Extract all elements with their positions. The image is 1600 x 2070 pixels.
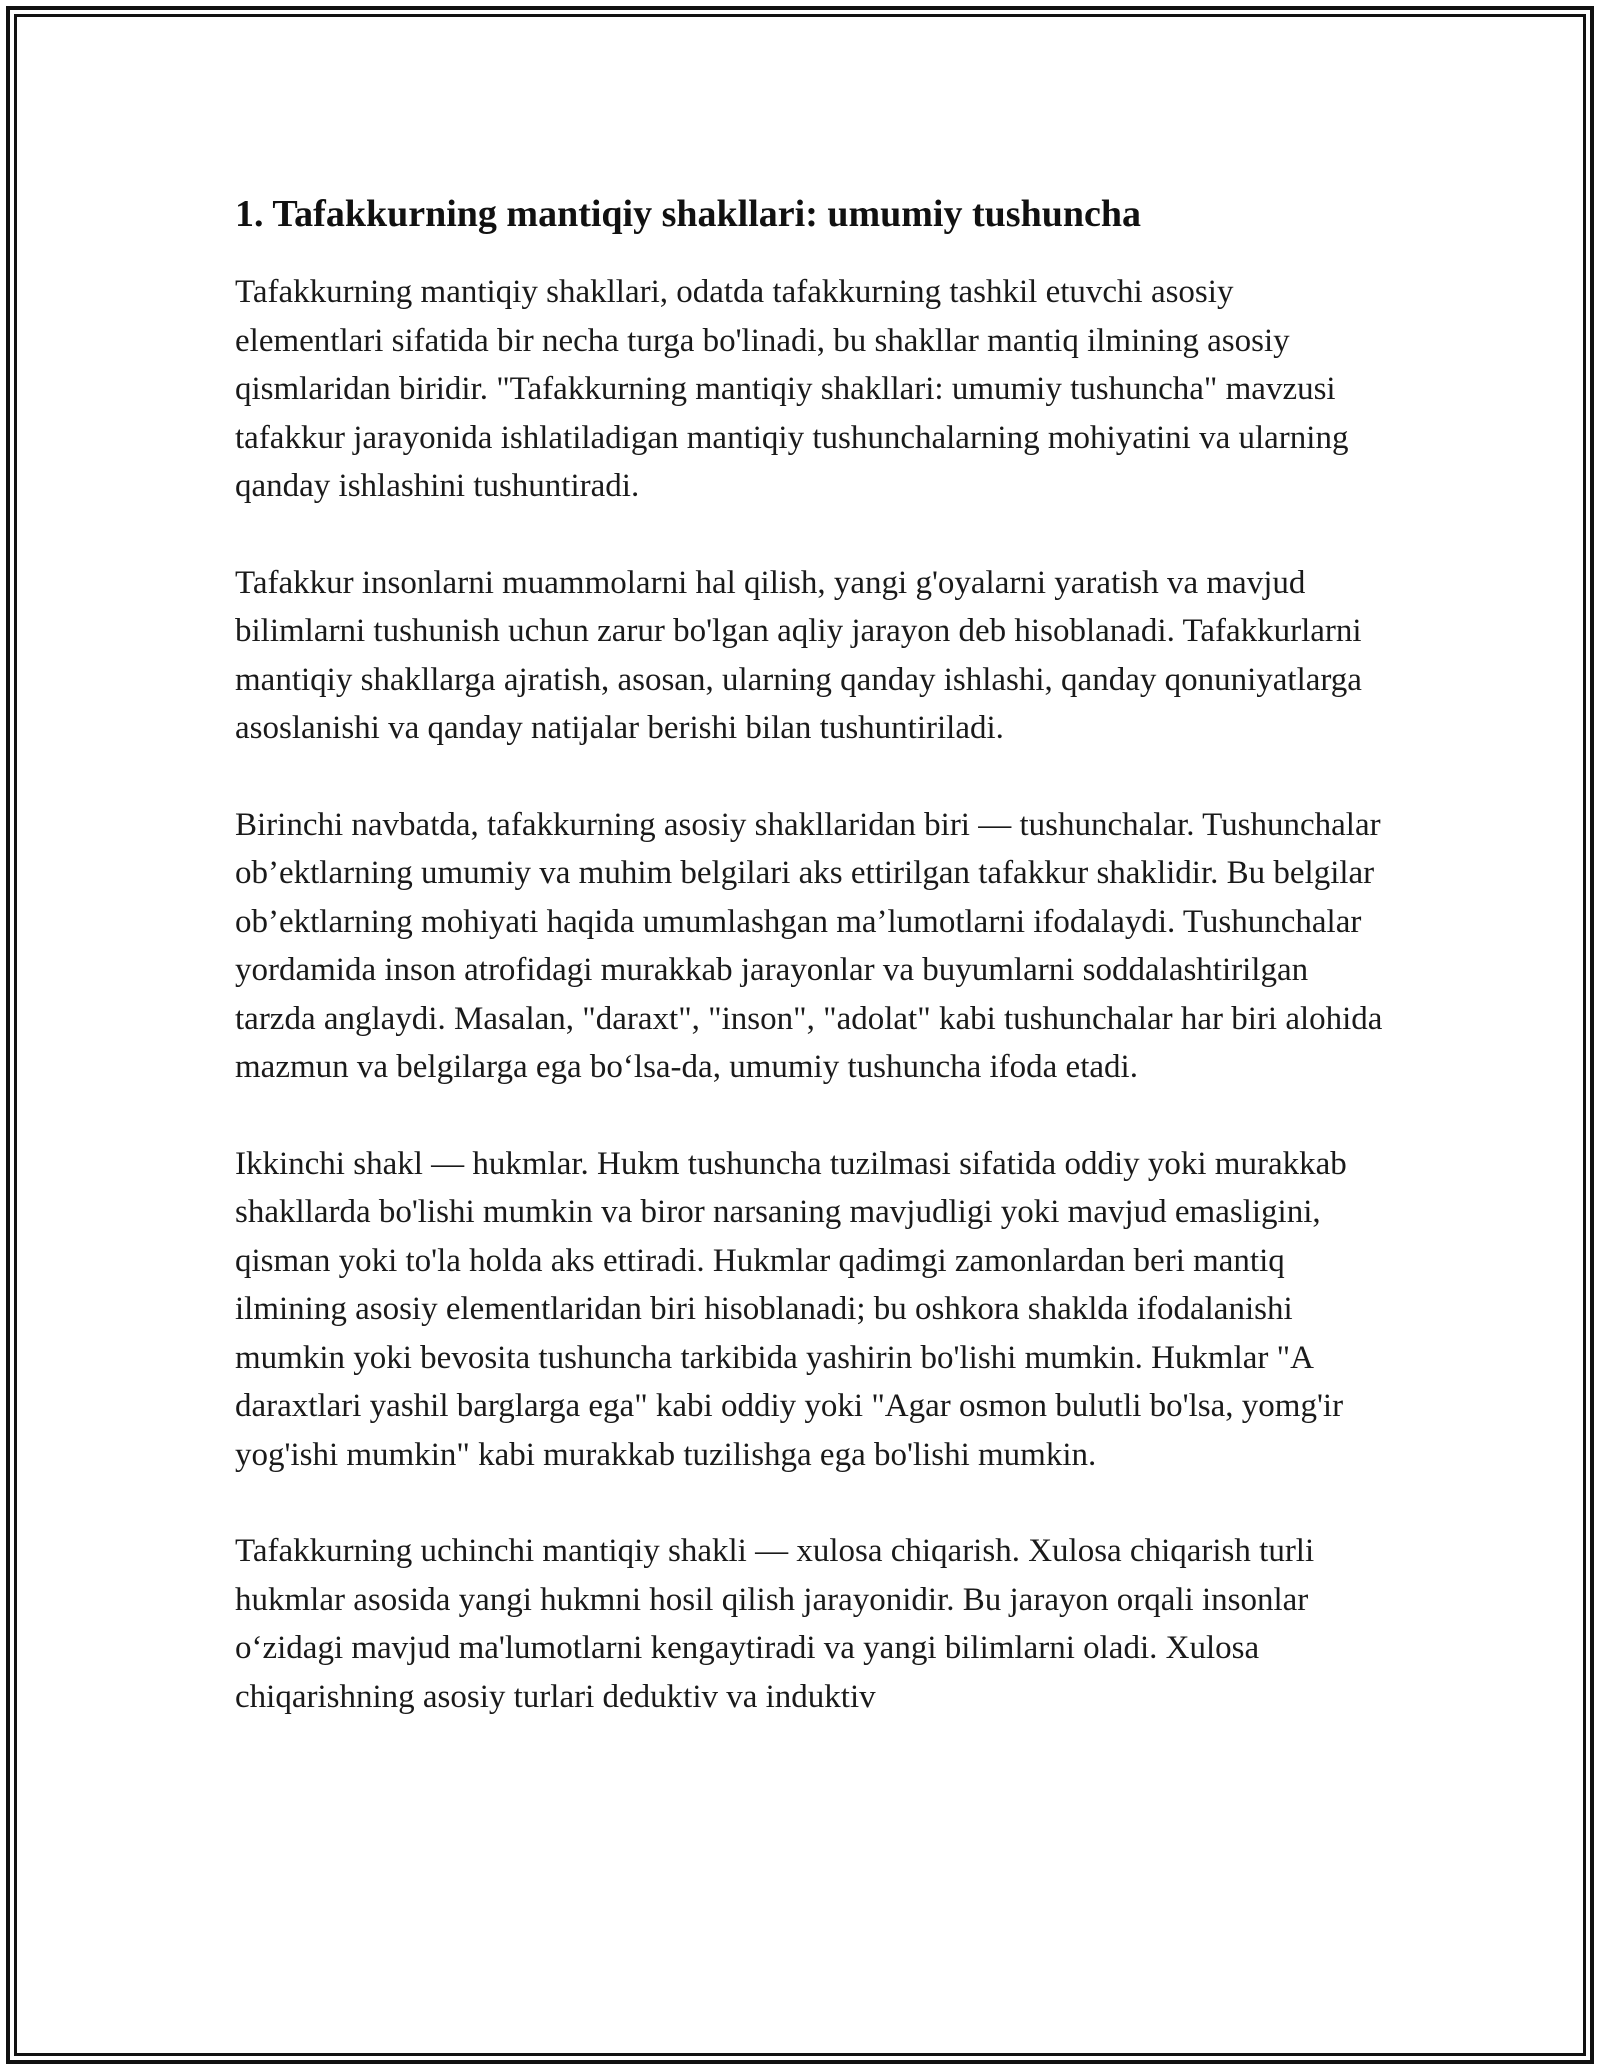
section-heading: 1. Tafakkurning mantiqiy shakllari: umumiy tushuncha: [235, 193, 1141, 235]
paragraph-concepts: Birinchi navbatda, tafakkurning asosiy shakllaridan biri — tushunchalar. Tushunchalar ob’ektlarning umumiy va muhim belgilari aks ettirilgan tafakkur shaklidir. Bu belgilar ob’ektlarning mohiyati haqida umumlashgan ma’lumotlarni ifodalaydi. Tushunchalar yordamida inson atrofidagi murakkab jarayonlar va buyumlarni soddalashtirilgan tarzda anglaydi. Masalan, "daraxt", "inson", "adolat" kabi tushunchalar har biri alohida mazmun va belgilarga ega bo‘lsa-da, umumiy tushuncha ifoda etadi.: [235, 806, 1383, 1085]
paragraph-intro: Tafakkurning mantiqiy shakllari, odatda tafakkurning tashkil etuvchi asosiy elementlari sifatida bir necha turga bo'linadi, bu shakllar mantiq ilmining asosiy qismlaridan biridir. "Tafakkurning mantiqiy shakllari: umumiy tushuncha" mavzusi tafakkur jarayonida ishlatiladigan mantiqiy tushunchalarning mohiyatini va ularning qanday ishlashini tushuntiradi.: [235, 274, 1349, 504]
document-body: [235, 184, 1385, 1721]
paragraph-inference: Tafakkurning uchinchi mantiqiy shakli — xulosa chiqarish. Xulosa chiqarish turli hukmlar asosida yangi hukmni hosil qilish jarayonidir. Bu jarayon orqali insonlar o‘zidagi mavjud ma'lumotlarni kengaytiradi va yangi bilimlarni oladi. Xulosa chiqarishning asosiy turlari deduktiv va induktiv: [235, 1533, 1315, 1715]
paragraph-judgments: Ikkinchi shakl — hukmlar. Hukm tushuncha tuzilmasi sifatida oddiy yoki murakkab shakllarda bo'lishi mumkin va biror narsaning mavjudligi yoki mavjud emasligini, qisman yoki to'la holda aks ettiradi. Hukmlar qadimgi zamonlardan beri mantiq ilmining asosiy elementlaridan biri hisoblanadi; bu oshkora shaklda ifodalanishi mumkin yoki bevosita tushuncha tarkibida yashirin bo'lishi mumkin. Hukmlar "A daraxtlari yashil barglarga ega" kabi oddiy yoki "Agar osmon bulutli bo'lsa, yomg'ir yog'ishi mumkin" kabi murakkab tuzilishga ega bo'lishi mumkin.: [235, 1145, 1347, 1473]
paragraph-thinking: Tafakkur insonlarni muammolarni hal qilish, yangi g'oyalarni yaratish va mavjud bilimlarni tushunish uchun zarur bo'lgan aqliy jarayon deb hisoblanadi. Tafakkurlarni mantiqiy shakllarga ajratish, asosan, ularning qanday ishlashi, qanday qonuniyatlarga asoslanishi va qanday natijalar berishi bilan tushuntiriladi.: [235, 564, 1362, 746]
